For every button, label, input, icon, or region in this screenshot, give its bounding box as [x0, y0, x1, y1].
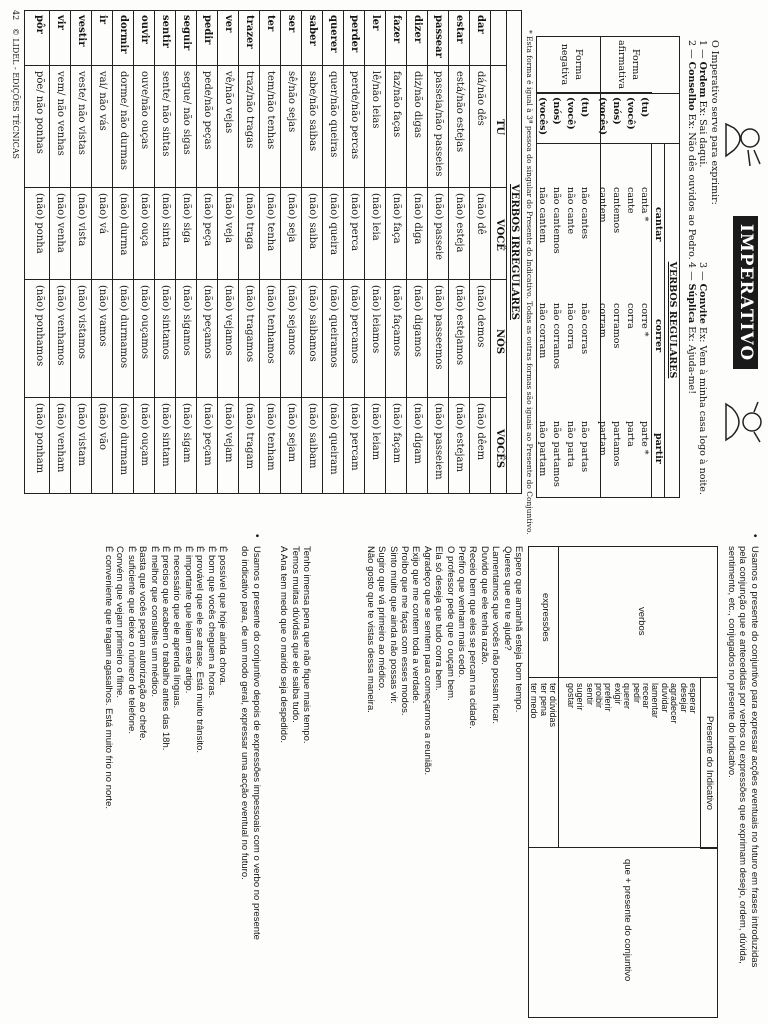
- intro-text: O Imperativo serve para exprimir:: [709, 40, 720, 205]
- conjugation-cell: (não) leiam: [370, 403, 381, 461]
- verb-name: saber: [307, 15, 318, 46]
- conjugation-cell: partam: [597, 421, 608, 456]
- table-row: [282, 11, 302, 493]
- person-label: (nós): [611, 97, 622, 125]
- page-number: 42: [11, 10, 20, 21]
- conjugation-cell: (não) ponham: [34, 403, 45, 474]
- conjugation-cell: (não) estejam: [454, 403, 465, 472]
- conjunctive-formula: que + presente do conjuntivo: [622, 859, 633, 982]
- page-footer: [11, 10, 20, 159]
- verb-name: perder: [349, 15, 360, 53]
- intro-line: do indicativo para, de um modo geral, expressar uma acção eventual no futuro.: [239, 546, 251, 880]
- table-row: [345, 11, 365, 493]
- conjugation-cell: parta: [625, 421, 636, 447]
- conjugation-cell: (não) vistam: [76, 403, 87, 466]
- conjugation-cell: vem/ não venhas: [55, 71, 66, 156]
- verb-name: ler: [370, 15, 381, 31]
- conjugation-cell: (não) siga: [181, 193, 192, 244]
- verb-name: dormir: [118, 15, 129, 54]
- publisher: © LIDEL - EDIÇÕES TÉCNICAS: [11, 27, 20, 159]
- table-row: [156, 11, 176, 493]
- example-sentence: É bom que vocês cheguem a horas.: [205, 546, 217, 699]
- conjugation-cell: não cante: [565, 187, 576, 235]
- table-row: [72, 11, 92, 493]
- example-sentence: Sinto muito que ainda não possas vir.: [387, 546, 399, 704]
- example-sentence: Sugiro que vá primeiro ao médico.: [376, 546, 388, 691]
- example-sentence: O professor pede que o ouçam bem.: [444, 546, 456, 701]
- conjugation-cell: (não) venham: [55, 403, 66, 473]
- conjugation-cell: (não) demos: [475, 285, 486, 348]
- expression-item: ter medo: [529, 683, 540, 719]
- example-sentence: Lamentamos que vocês não possam ficar.: [490, 546, 502, 724]
- conjugation-cell: não corramos: [551, 303, 562, 369]
- verb-name: ir: [97, 15, 108, 25]
- table-row: [51, 11, 71, 493]
- column-header: VOCÊS: [494, 429, 505, 469]
- conjugation-cell: corra: [625, 303, 636, 329]
- conjugation-cell: (não) vistamos: [76, 285, 87, 359]
- example-sentence: Receio bem que eles se percam na cidade.: [467, 546, 479, 729]
- conjugation-cell: vê/não vejas: [223, 71, 234, 134]
- conjugation-cell: (não) durmamos: [118, 285, 129, 369]
- intro-line: sentimento, etc., conjugados no presente do indicativo.: [726, 546, 737, 778]
- conjugation-cell: (não) percamos: [349, 285, 360, 364]
- verb-header: partir: [653, 433, 664, 464]
- person-label: (vocês): [597, 97, 608, 136]
- irregular-verbs-table: [24, 10, 522, 494]
- conjugation-cell: (não) vá: [97, 193, 108, 235]
- examples-impersonal: [103, 546, 228, 1016]
- conjugation-cell: não partas: [579, 421, 590, 473]
- conjugation-cell: (não) saibamos: [307, 285, 318, 362]
- table-row: [366, 11, 386, 493]
- use-item: 3 — Convite Ex: Vem à minha casa logo à noite.: [697, 262, 708, 495]
- conjugation-cell: (não) tragam: [244, 403, 255, 470]
- expressions-list: [529, 683, 557, 727]
- verb-name: pôr: [34, 15, 45, 34]
- conjugation-cell: cantemos: [611, 187, 622, 234]
- conjugation-cell: (não) queiramos: [328, 285, 339, 368]
- conjugation-cell: (não) dêem: [475, 403, 486, 461]
- conjugation-cell: (não) tenha: [265, 193, 276, 252]
- example-sentence: É suficiente que deixe o número de telefone.: [125, 546, 137, 735]
- conjugation-cell: (não) diga: [412, 193, 423, 245]
- conjugation-cell: corre *: [639, 303, 650, 337]
- conjugation-cell: (não) façam: [391, 403, 402, 464]
- verb-name: passear: [433, 15, 444, 58]
- example-sentence: Duvido que ele tenha razão.: [478, 546, 490, 665]
- example-sentence: Agradeço que se sentem para começarmos a reunião.: [421, 546, 433, 776]
- conjugation-cell: (não) vamos: [97, 285, 108, 347]
- uses-list-right: [686, 262, 708, 495]
- conjugation-cell: (não) saibam: [307, 403, 318, 469]
- example-sentence: É importante que leiam este artigo.: [182, 546, 194, 694]
- use-item: 2 — Conselho Ex: Não dês ouvidos ao Pedro.: [686, 40, 697, 260]
- verb-item: gostar: [565, 683, 576, 709]
- conjugation-cell: faz/não faças: [391, 71, 402, 138]
- conjugation-cell: (não) sigamos: [181, 285, 192, 356]
- conjugation-cell: (não) queira: [328, 193, 339, 256]
- conjugation-cell: traz/não tragas: [244, 71, 255, 149]
- verb-name: dar: [475, 15, 486, 34]
- conjugation-cell: ouve/não ouças: [139, 71, 150, 150]
- verb-name: ter: [265, 15, 276, 32]
- conjugation-cell: (não) ponha: [34, 193, 45, 254]
- conjugation-cell: (não) sinta: [160, 193, 171, 248]
- impersonal-intro: [239, 546, 262, 1016]
- conjugation-cell: (não) traga: [244, 193, 255, 250]
- verb-name: ver: [223, 15, 234, 33]
- conjugation-cell: (não) digamos: [412, 285, 423, 358]
- conjugation-cell: (não) ouçamos: [139, 285, 150, 360]
- conjugation-cell: (não) faça: [391, 193, 402, 244]
- verb-item: preferir: [603, 683, 614, 712]
- table-row: [114, 11, 134, 493]
- conjugation-cell: está/não estejas: [454, 71, 465, 153]
- conjugation-cell: (não) veja: [223, 193, 234, 244]
- conjugation-cell: corramos: [611, 303, 622, 349]
- form-negative-label: Forma negativa: [537, 37, 601, 93]
- conjugation-cell: (não) venhamos: [55, 285, 66, 366]
- conjugation-cell: (não) seja: [286, 193, 297, 243]
- conjugation-cell: (não) dê: [475, 193, 486, 235]
- table-row: [219, 11, 239, 493]
- verb-name: fazer: [391, 15, 402, 44]
- verb-name: vir: [55, 15, 66, 30]
- table-row: [198, 11, 218, 493]
- person-label: (você): [625, 97, 636, 130]
- indicative-box: [528, 546, 718, 1018]
- conjugation-cell: (não) peça: [202, 193, 213, 247]
- example-sentence: A Ana tem medo que o marido seja despedido.: [278, 546, 290, 743]
- example-sentence: É necessário que ele aprenda línguas.: [171, 546, 183, 709]
- conjugation-cell: (não) esteja: [454, 193, 465, 253]
- verb-item: exigir: [612, 683, 623, 705]
- conjugation-cell: não corras: [579, 303, 590, 355]
- verb-item: desejar: [678, 683, 689, 713]
- indicative-box-title: Presente do Indicativo: [700, 677, 717, 849]
- conjugation-cell: canta *: [639, 187, 650, 222]
- conjugation-cell: sê/não sejas: [286, 71, 297, 133]
- example-sentence: Basta que vocês peçam autorização ao chefe.: [137, 546, 149, 741]
- table-row: [408, 11, 428, 493]
- conjugation-cell: passeia/não passeies: [433, 71, 444, 177]
- verb-item: agradecer: [669, 683, 680, 724]
- verbs-label: verbos: [636, 607, 647, 636]
- verb-item: querer: [622, 683, 633, 710]
- examples-verbs: [364, 546, 524, 1016]
- conjugation-cell: (não) estejamos: [454, 285, 465, 366]
- expression-item: ter dúvidas: [548, 683, 558, 728]
- verb-name: dizer: [412, 15, 423, 44]
- conjugation-cell: não cantem: [537, 187, 548, 244]
- table-row: [177, 11, 197, 493]
- conjugation-cell: (não) peçam: [202, 403, 213, 466]
- conjugation-cell: segue/ não sigas: [181, 71, 192, 155]
- verb-name: pedir: [202, 15, 213, 45]
- verb-name: trazer: [244, 15, 255, 49]
- verb-item: sugerir: [575, 683, 586, 711]
- example-sentence: Convém que vejam primeiro o filme.: [114, 546, 126, 699]
- conjugation-cell: não cantemos: [551, 187, 562, 254]
- conjugation-cell: não parta: [565, 421, 576, 468]
- conjugation-cell: (não) ponhamos: [34, 285, 45, 367]
- example-sentence: É preciso que acabem o trabalho antes das 18h.: [159, 546, 171, 751]
- verb-name: vestir: [76, 15, 87, 47]
- verb-name: ouvir: [139, 15, 150, 44]
- verb-item: proibir: [593, 683, 604, 709]
- conjugation-cell: (não) sejamos: [286, 285, 297, 356]
- conjugation-cell: perde/não percas: [349, 71, 360, 160]
- verbs-list: [565, 683, 697, 724]
- example-sentence: Não gosto que te vistas dessa maneira.: [364, 546, 376, 713]
- person-label: (vocês): [537, 97, 548, 136]
- verb-item: lamentar: [650, 683, 661, 719]
- conjugation-cell: (não) leia: [370, 193, 381, 241]
- example-sentence: É conveniente que tragam agasalhos. Está muito frio no norte.: [102, 546, 114, 809]
- conjugation-cell: (não) sigam: [181, 403, 192, 463]
- conjugation-cell: (não) passeiem: [433, 403, 444, 480]
- footnote: * Esta forma é igual à 3ª pessoa do singular do Presente do Indicativo. Todas as outras formas são iguais ao Presente do Conjuntivo.: [525, 30, 534, 535]
- example-sentence: É possível que hoje ainda chova.: [217, 546, 228, 686]
- conjugation-cell: tem/não tenhas: [265, 71, 276, 150]
- example-sentence: Ela só deseja que tudo corra bem.: [433, 546, 445, 691]
- conjugation-cell: (não) peçamos: [202, 285, 213, 359]
- example-sentence: Proíbo que me faças com esses modos.: [398, 546, 410, 716]
- example-sentence: Prefiro que venham mais cedo.: [455, 546, 467, 678]
- conjugation-cell: (não) tragamos: [244, 285, 255, 363]
- example-sentence: Temos muitas dúvidas que ele saiba tudo.: [289, 546, 301, 723]
- use-item: 1 — Ordem Ex: Sai daqui.: [697, 40, 708, 168]
- table-row: [450, 11, 470, 493]
- cartoon-illustration-icon: [724, 120, 764, 168]
- conjunctive-intro: [726, 546, 761, 1016]
- verb-name: estar: [454, 15, 465, 44]
- intro-line: pela conjunção que e antecedidas por verbos ou expressões que exprimam desejo, ordem, dúvida,: [737, 546, 749, 964]
- example-sentence: Exijo que me contem toda a verdade.: [410, 546, 422, 704]
- verb-header: cantar: [653, 207, 664, 242]
- conjugation-cell: quer/não queiras: [328, 71, 339, 158]
- expression-item: ter pena: [538, 683, 549, 717]
- example-sentence: É provável que ele se atrase. Está muito trânsito.: [194, 546, 206, 753]
- verb-item: pedir: [631, 683, 642, 704]
- table-row: [324, 11, 344, 493]
- conjugation-cell: pede/não peças: [202, 71, 213, 150]
- conjugation-cell: corram: [597, 303, 608, 338]
- conjugation-cell: (não) ouçam: [139, 403, 150, 466]
- verb-item: recear: [640, 683, 651, 709]
- verb-item: sentir: [584, 683, 595, 706]
- conjugation-cell: diz/não digas: [412, 71, 423, 138]
- conjugation-cell: põe/ não ponhas: [34, 71, 45, 154]
- example-sentence: É melhor que consultes um médico.: [148, 546, 160, 698]
- irregular-verbs-title: VERBOS IRREGULARES: [506, 11, 521, 493]
- conjugation-cell: vai/ não vás: [97, 71, 108, 131]
- verb-name: seguir: [181, 15, 192, 51]
- regular-verbs-table: [536, 36, 680, 498]
- column-header: VOCÊ: [494, 219, 505, 251]
- conjugation-cell: cantem: [597, 187, 608, 223]
- conjugation-cell: (não) vista: [76, 193, 87, 247]
- table-row: [30, 11, 50, 493]
- conjugation-cell: (não) durma: [118, 193, 129, 256]
- conjugation-cell: (não) venha: [55, 193, 66, 253]
- conjugation-cell: (não) vejam: [223, 403, 234, 463]
- bullet-icon: •: [749, 534, 760, 538]
- conjugation-cell: (não) digam: [412, 403, 423, 464]
- conjugation-cell: dá/não dês: [475, 71, 486, 126]
- table-row: [135, 11, 155, 493]
- conjugation-cell: (não) sintamos: [160, 285, 171, 360]
- conjugation-cell: (não) vejamos: [223, 285, 234, 356]
- cartoon-illustration-icon: [724, 396, 766, 448]
- table-row: [429, 11, 449, 493]
- intro-line: Usamos o presente do conjuntivo para expressar acções eventuais no futuro em frases introduzidas: [749, 546, 760, 968]
- conjugation-cell: (não) saiba: [307, 193, 318, 250]
- example-sentence: Tenho imensa pena que não fique mais tempo.: [301, 546, 312, 744]
- verb-header: correr: [653, 319, 664, 353]
- examples-expressions: [278, 546, 312, 1016]
- right-page: [0, 524, 768, 1024]
- example-sentence: Espero que amanhã esteja bom tempo.: [513, 546, 524, 713]
- conjugation-cell: (não) sintam: [160, 403, 171, 467]
- verb-name: sentir: [160, 15, 171, 48]
- conjugation-cell: (não) passeie: [433, 193, 444, 261]
- conjugation-cell: partamos: [611, 421, 622, 467]
- uses-list-left: [686, 40, 708, 260]
- verb-name: querer: [328, 15, 339, 53]
- form-affirmative-label: Forma afirmativa: [601, 37, 652, 93]
- conjugation-cell: (não) percam: [349, 403, 360, 471]
- conjugation-cell: dorme/ não durmas: [118, 71, 129, 170]
- page-title: IMPERATIVO: [733, 216, 758, 369]
- column-header: TU: [494, 119, 505, 136]
- conjugation-cell: cante: [625, 187, 636, 214]
- conjugation-cell: (não) perca: [349, 193, 360, 252]
- conjugation-cell: não partam: [537, 421, 548, 477]
- conjugation-cell: (não) leiamos: [370, 285, 381, 354]
- table-row: [240, 11, 260, 493]
- person-label: (tu): [579, 97, 590, 118]
- table-row: [261, 11, 281, 493]
- person-label: (você): [565, 97, 576, 130]
- use-item: 4 — Súplica Ex: Ajuda-me!: [686, 262, 697, 395]
- conjugation-cell: (não) façamos: [391, 285, 402, 357]
- conjugation-cell: não cantes: [579, 187, 590, 239]
- bullet-icon: •: [251, 534, 262, 538]
- conjugation-cell: (não) vão: [97, 403, 108, 451]
- conjugation-cell: veste/ não vistas: [76, 71, 87, 155]
- expressions-label: expressões: [540, 593, 551, 642]
- conjugation-cell: (não) tenhamos: [265, 285, 276, 364]
- conjugation-cell: (não) durmam: [118, 403, 129, 475]
- conjugation-cell: (não) ouça: [139, 193, 150, 247]
- conjugation-cell: (não) sejam: [286, 403, 297, 462]
- verb-item: esperar: [688, 683, 698, 714]
- regular-verbs-title: VERBOS REGULARES: [667, 261, 678, 379]
- conjugation-cell: (não) tenham: [265, 403, 276, 471]
- person-label: (tu): [639, 97, 650, 118]
- conjugation-cell: (não) passeemos: [433, 285, 444, 370]
- intro-line: Usamos o presente do conjuntivo depois de expressões impessoais com o verbo no presente: [251, 546, 262, 940]
- verb-name: ser: [286, 15, 297, 33]
- conjugation-cell: lê/não leias: [370, 71, 381, 129]
- conjugation-cell: não partamos: [551, 421, 562, 487]
- verb-item: duvidar: [659, 683, 670, 713]
- person-label: (nós): [551, 97, 562, 125]
- column-header: NÓS: [494, 329, 505, 355]
- conjugation-cell: parte *: [639, 421, 650, 455]
- conjugation-cell: não corra: [565, 303, 576, 350]
- table-row: [93, 11, 113, 493]
- conjugation-cell: sente/ não sintas: [160, 71, 171, 157]
- conjugation-cell: não corram: [537, 303, 548, 359]
- table-row: [303, 11, 323, 493]
- example-sentence: Queres que eu te ajude?: [501, 546, 513, 651]
- conjugation-cell: (não) queiram: [328, 403, 339, 475]
- conjugation-cell: sabe/não saibas: [307, 71, 318, 152]
- table-row: [471, 11, 491, 493]
- table-row: [387, 11, 407, 493]
